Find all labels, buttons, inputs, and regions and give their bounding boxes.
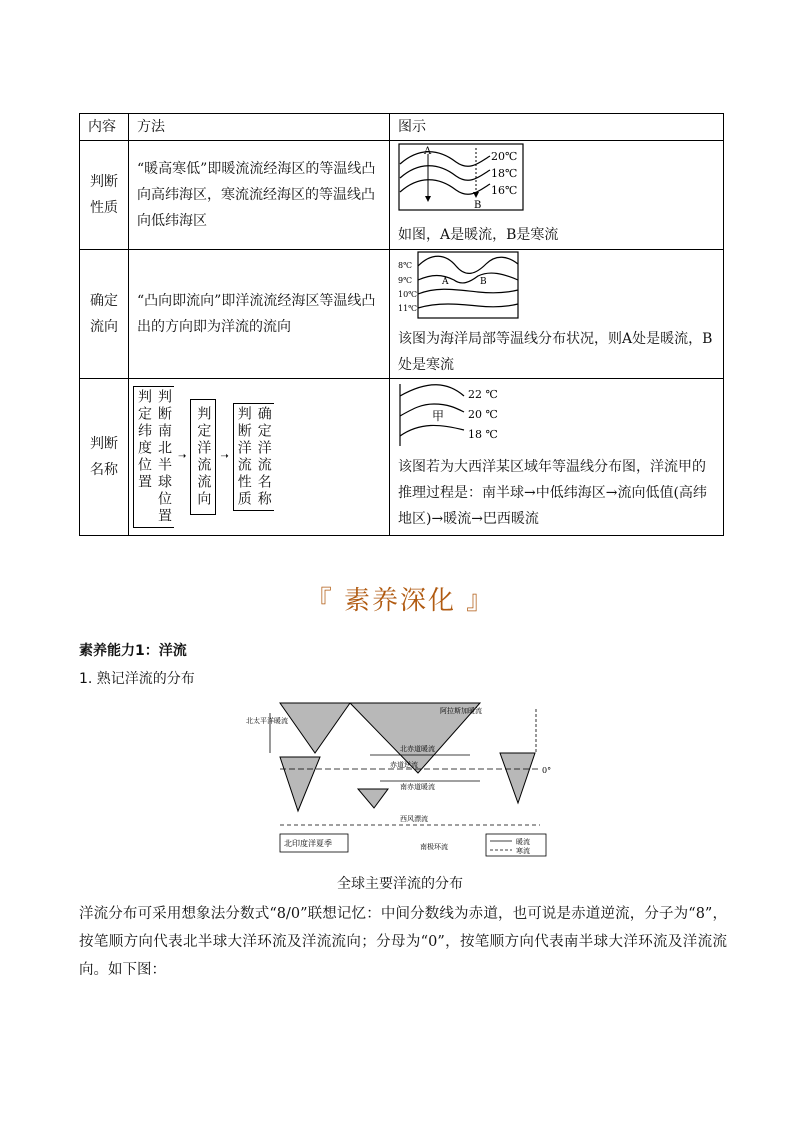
row-content [80, 250, 129, 379]
row-figure-cell [390, 379, 724, 536]
flow-box-line: 判定洋流流向 [195, 406, 212, 508]
map-caption: 全球主要洋流的分布 [337, 876, 463, 892]
section-title: 素养能力1：洋流 [79, 643, 187, 659]
header-content: 内容 [80, 114, 129, 141]
section-banner: 『 素养深化 』 [305, 586, 495, 616]
row-figure-caption: 如图，A是暖流，B是寒流 [398, 227, 559, 243]
flow-box-line: 判断南北半球位置 [156, 389, 172, 525]
row-content [80, 379, 129, 536]
label-B: B [474, 200, 482, 211]
arrow-icon: ➝ [220, 451, 229, 462]
isotherm-label: 8℃ [398, 261, 413, 270]
isotherm-label: 11℃ [398, 304, 418, 313]
isotherm-figure-1 [398, 142, 526, 212]
table-row [80, 379, 724, 536]
map-label: 北赤道暖流 [400, 745, 435, 753]
row-figure-caption: 该图若为大西洋某区域年等温线分布图，洋流甲的推理过程是：南半球→中低纬海区→流向低值(高纬地区)→暖流→巴西暖流 [398, 459, 707, 527]
flow-box-line: 判定纬度位置 [136, 389, 152, 491]
label-A: A [424, 146, 432, 157]
isotherm-label: 10℃ [398, 290, 418, 299]
isotherm-label: 22 ℃ [468, 388, 498, 401]
arrow-icon: ➝ [178, 451, 187, 462]
legend-warm: 暖流 [516, 838, 530, 846]
map-label: 北太平洋暖流 [246, 717, 288, 725]
flow-box-line: 确定洋流名称 [255, 406, 272, 508]
table-header-row [80, 114, 724, 141]
table-row [80, 141, 724, 250]
row-content-line: 判断 [90, 174, 118, 190]
row-content [80, 141, 129, 250]
isotherm-label: 9℃ [398, 276, 413, 285]
flow-box-name [233, 403, 274, 511]
explanation-paragraph: 洋流分布可采用想象法分数式“8/0”联想记忆：中间分数线为赤道，也可说是赤道逆流，分子为“8”，按笔顺方向代表北半球大洋环流及洋流流向；分母为“0”，按笔顺方向代表南半球大洋环流及洋流流向。如下图： [79, 906, 727, 978]
isotherm-label: 20 ℃ [468, 408, 498, 421]
flow-box-direction [190, 399, 216, 515]
isotherm-label: 18 ℃ [468, 428, 498, 441]
ocean-currents-map [240, 693, 560, 859]
flow-box-line: 判断洋流性质 [235, 406, 252, 508]
label-A: A [442, 277, 449, 287]
reasoning-flow-cell [129, 379, 390, 536]
isotherm-label: 18℃ [491, 167, 518, 180]
header-method: 方法 [129, 114, 390, 141]
label-jia: 甲 [432, 409, 445, 423]
row-content-line: 性质 [90, 200, 118, 216]
row-content-line: 名称 [90, 462, 118, 478]
flow-box-location [133, 386, 174, 528]
row-content-line: 确定 [90, 293, 118, 309]
map-label: 阿拉斯加暖流 [440, 707, 482, 715]
isotherm-figure-2 [398, 250, 523, 320]
row-method: “凸向即流向”即洋流流经海区等温线凸出的方向即为洋流的流向 [129, 250, 390, 379]
row-method: “暖高寒低”即暖流流经海区的等温线凸向高纬海区，寒流流经海区的等温线凸向低纬海区 [129, 141, 390, 250]
legend-cold: 寒流 [516, 847, 530, 855]
ocean-currents-diagram [240, 693, 560, 859]
label-B: B [480, 277, 487, 287]
row-content-line: 流向 [90, 319, 118, 335]
row-content-line: 判断 [90, 436, 118, 452]
subsection-title: 1. 熟记洋流的分布 [79, 671, 195, 687]
map-label: 南赤道暖流 [400, 783, 435, 791]
isotherm-figure-3 [398, 382, 528, 448]
table-row [80, 250, 724, 379]
map-legend-box: 北印度洋夏季 [284, 839, 332, 848]
isotherm-label: 16℃ [491, 184, 518, 197]
map-label: 0° [542, 766, 552, 775]
row-figure-cell [390, 141, 724, 250]
row-figure-cell [390, 250, 724, 379]
row-figure-caption: 该图为海洋局部等温线分布状况，则A处是暖流，B处是寒流 [398, 331, 713, 373]
header-figure: 图示 [390, 114, 724, 141]
isotherm-label: 20℃ [491, 150, 518, 163]
map-label: 西风漂流 [400, 815, 428, 823]
methods-table [79, 113, 724, 536]
reasoning-flow [133, 386, 381, 528]
map-label: 南极环流 [420, 843, 448, 851]
map-label: 赤道逆流 [390, 761, 418, 769]
